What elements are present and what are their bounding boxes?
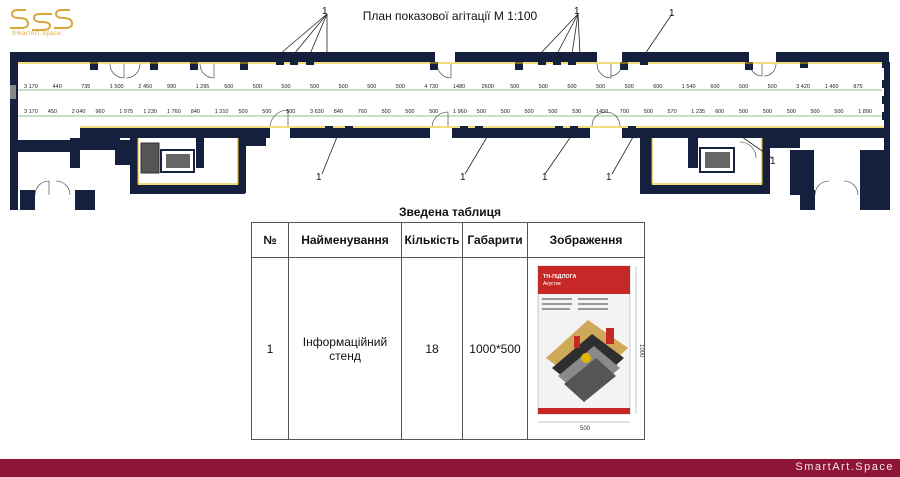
floor-plan — [0, 0, 900, 215]
dimension-label: 1 500 — [109, 84, 124, 90]
dimension-label: 4 730 — [424, 84, 439, 90]
dimension-label: 500 — [767, 84, 777, 90]
row-number: 1 — [252, 258, 289, 440]
footer-bar — [0, 459, 900, 477]
dimension-label: 3 420 — [796, 84, 810, 90]
dimension-label: 735 — [81, 84, 91, 90]
row-image — [528, 258, 645, 440]
dimension-label: 570 — [667, 109, 677, 115]
column — [10, 85, 16, 99]
dimension-label: 1 960 — [453, 109, 467, 115]
plan-title: План показової агітації М 1:100 — [362, 9, 538, 23]
stand-marker-label: 1 — [606, 172, 612, 183]
dimension-label: 500 — [624, 84, 634, 90]
dimension-label: 1 975 — [119, 109, 134, 115]
header-number: № — [252, 223, 289, 258]
dimension-label: 1 540 — [681, 84, 696, 90]
dimension-label: 1480 — [453, 84, 466, 90]
header-name: Найменування — [289, 223, 402, 258]
dimension-label: 840 — [190, 109, 200, 115]
dimension-label: 440 — [52, 84, 62, 90]
dimension-label: 1450 — [596, 109, 609, 115]
dimension-label: 500 — [286, 109, 296, 115]
dimension-label: 500 — [762, 109, 772, 115]
dimension-label: 500 — [739, 109, 749, 115]
dimension-label: 700 — [619, 109, 629, 115]
stand-marks — [276, 62, 648, 129]
dimension-label: 3 170 — [24, 84, 38, 90]
row-name: Інформаційний стенд — [289, 258, 402, 440]
dimension-label: 500 — [367, 84, 377, 90]
dimension-label: 500 — [281, 84, 291, 90]
table-row — [252, 258, 645, 440]
dimension-label: 500 — [395, 84, 405, 90]
dimension-label: 500 — [510, 84, 520, 90]
dimension-label: 840 — [333, 109, 343, 115]
stand-marker-label: 1 — [770, 156, 776, 167]
dimension-label: 875 — [853, 84, 863, 90]
stand-marker-label: 1 — [669, 8, 675, 19]
dimension-label: 500 — [786, 109, 796, 115]
dimension-label: 3 170 — [24, 109, 38, 115]
dimension-label: 500 — [310, 84, 320, 90]
dimension-label: 500 — [262, 109, 272, 115]
dimension-label: 500 — [500, 109, 510, 115]
dimension-label: 530 — [572, 109, 582, 115]
logo-text: SmartArt.Space — [12, 31, 62, 37]
header-quantity: Кількість — [402, 223, 463, 258]
summary-table — [251, 222, 645, 440]
dimension-label: 2 040 — [71, 109, 86, 115]
dimension-label: 500 — [596, 84, 606, 90]
dimension-label: 500 — [538, 84, 548, 90]
row-dimensions: 1000*500 — [463, 258, 528, 440]
dimension-label: 2600 — [481, 84, 494, 90]
stand-subtitle: Акустик — [543, 281, 561, 287]
dimension-label: 500 — [338, 84, 348, 90]
stand-marker-label: 1 — [542, 172, 548, 183]
dimension-label: 500 — [548, 109, 558, 115]
dimension-label: 500 — [739, 84, 749, 90]
stand-image — [528, 258, 644, 439]
dimension-label: 500 — [524, 109, 534, 115]
leader-lines — [280, 14, 772, 174]
stand-title: ТН-ПІДЛОГА — [543, 274, 577, 280]
walls — [10, 52, 890, 210]
dimension-label: 1 460 — [824, 84, 839, 90]
dimension-label: 500 — [381, 109, 391, 115]
dimension-label: 960 — [95, 109, 105, 115]
dimension-label: 500 — [567, 84, 577, 90]
dimension-label: 500 — [238, 109, 248, 115]
dimension-label: 500 — [834, 109, 844, 115]
dimension-label: 500 — [643, 109, 653, 115]
dimension-label: 500 — [429, 109, 439, 115]
dimension-label: 1 310 — [214, 109, 229, 115]
dimension-label: 2 450 — [138, 84, 153, 90]
dimension-label: 600 — [715, 109, 725, 115]
header-image: Зображення — [528, 223, 645, 258]
stand-marker-label: 1 — [322, 6, 328, 17]
dimension-label: 500 — [224, 84, 234, 90]
top-dimension-labels — [24, 84, 863, 90]
stand-width-label: 500 — [580, 426, 591, 432]
dimension-label: 600 — [653, 84, 663, 90]
stand-marker-label: 1 — [316, 172, 322, 183]
dimension-label: 1 760 — [167, 109, 181, 115]
dimension-label: 450 — [47, 109, 57, 115]
dimension-label: 1 235 — [691, 109, 706, 115]
header-dimensions: Габарити — [463, 223, 528, 258]
table-title: Зведена таблиця — [399, 205, 501, 219]
dimension-label: 500 — [252, 84, 262, 90]
footer-brand: SmartArt.Space — [795, 461, 894, 473]
stand-marker-label: 1 — [460, 172, 466, 183]
dimension-label: 990 — [167, 84, 177, 90]
dimension-label: 500 — [810, 109, 820, 115]
dimension-label: 500 — [476, 109, 486, 115]
dimension-label: 1 890 — [858, 109, 872, 115]
dimension-label: 600 — [710, 84, 720, 90]
dimension-label: 3 630 — [310, 109, 324, 115]
dimension-label: 1 230 — [143, 109, 157, 115]
stand-height-label: 1000 — [638, 344, 644, 358]
dimension-label: 500 — [405, 109, 415, 115]
row-quantity: 18 — [402, 258, 463, 440]
stand-marker-label: 1 — [574, 6, 580, 17]
dimension-label: 760 — [357, 109, 367, 115]
dimension-label: 1 295 — [195, 84, 210, 90]
